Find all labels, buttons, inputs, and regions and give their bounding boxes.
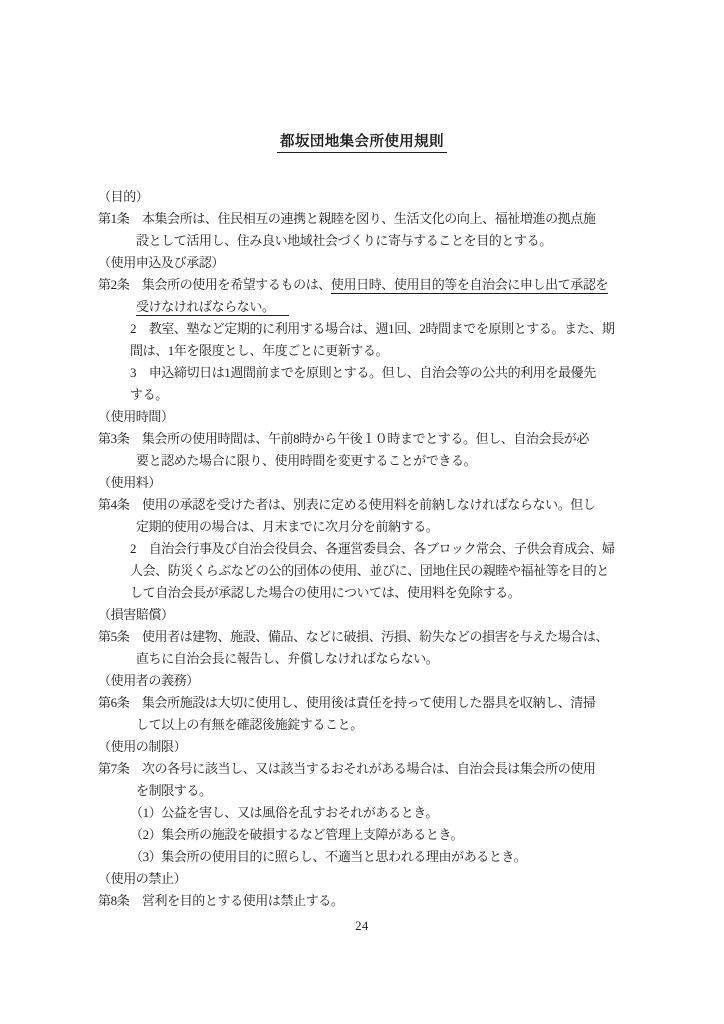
heading-damages: （損害賠償） — [98, 607, 174, 622]
article-2-line-2 — [98, 296, 643, 318]
article-4-para-2-line-2: 人会、防災くらぶなどの公的団体の使用、並びに、団地住民の親睦や福祉等を目的と — [130, 563, 609, 578]
article-5-line-2: 直ちに自治会長に報告し、弁償しなければならない。 — [136, 651, 439, 666]
heading-purpose: （目的） — [98, 189, 149, 204]
article-2-line-1: 第2条 集会所の使用を希望するものは、使用日時、使用目的等を自治会に申し出て承認を — [98, 277, 609, 292]
article-6-line-1: 第6条 集会所施設は大切に使用し、使用後は責任を持って使用した器具を収納し、清掃 — [98, 695, 596, 710]
article-7-item-2: （2）集会所の施設を破損するなど管理上支障があるとき。 — [130, 827, 464, 842]
article-7-line-2: を制限する。 — [136, 783, 212, 798]
article-7-line-1: 第7条 次の各号に該当し、又は該当するおそれがある場合は、自治会長は集会所の使用 — [98, 761, 596, 776]
underlined-passage: 使用日時、使用目的等を自治会に申し出て承認を — [330, 277, 609, 292]
article-7-item-3: （3）集会所の使用目的に照らし、不適当と思われる理由があるとき。 — [130, 849, 527, 864]
article-4-para-2-line-3: して自治会長が承認した場合の使用については、使用料を免除する。 — [130, 585, 521, 600]
article-6-line-2: して以上の有無を確認後施錠すること。 — [136, 717, 363, 732]
page-number: 24 — [355, 919, 369, 933]
article-4-line-2: 定期的使用の場合は、月末までに次月分を前納する。 — [136, 519, 439, 534]
article-5-line-1: 第5条 使用者は建物、施設、備品、などに破損、汚損、紛失などの損害を与えた場合は、 — [98, 629, 609, 644]
article-4-para-2-line-1: 2 自治会行事及び自治会役員会、各運営委員会、各ブロック常会、子供会育成会、婦 — [130, 541, 615, 556]
heading-user-duties: （使用者の義務） — [98, 673, 199, 688]
article-2-para-2-line-1: 2 教室、塾など定期的に利用する場合は、週1回、2時間までを原則とする。また、期 — [130, 321, 615, 336]
article-3-line-2: 要と認めた場合に限り、使用時間を変更することができる。 — [136, 453, 477, 468]
article-2-para-2-line-2: 間は、1年を限度とし、年度ごとに更新する。 — [130, 343, 389, 358]
article-1-line-1: 第1条 本集会所は、住民相互の連携と親睦を図り、生活文化の向上、福祉増進の拠点施 — [98, 211, 596, 226]
article-2-para-3-line-1: 3 申込締切日は1週間前までを原則とする。但し、自治会等の公共的利用を最優先 — [130, 365, 596, 380]
page-title-text: 都坂団地集会所使用規則 — [277, 134, 447, 153]
heading-use-prohibition: （使用の禁止） — [98, 871, 187, 886]
article-8-line-1: 第8条 営利を目的とする使用は禁止する。 — [98, 893, 344, 908]
heading-application-approval: （使用申込及び承認） — [98, 255, 225, 270]
article-1-line-2: 設として活用し、住み良い地域社会づくりに寄与することを目的とする。 — [136, 233, 552, 248]
document-body — [98, 186, 643, 912]
article-4-line-1: 第4条 使用の承認を受けた者は、別表に定める使用料を前納しなければならない。但し — [98, 497, 596, 512]
heading-use-restrictions: （使用の制限） — [98, 739, 187, 754]
article-3-line-1: 第3条 集会所の使用時間は、午前8時から午後１０時までとする。但し、自治会長が必 — [98, 431, 590, 446]
page-title — [0, 131, 724, 153]
heading-fees: （使用料） — [98, 475, 162, 490]
underlined-passage: 受けなければならない。 — [136, 299, 289, 316]
article-2-para-3-line-2: する。 — [130, 387, 168, 402]
article-7-item-1: （1）公益を害し、又は風俗を乱すおそれがあるとき。 — [130, 805, 438, 820]
heading-hours: （使用時間） — [98, 409, 174, 424]
